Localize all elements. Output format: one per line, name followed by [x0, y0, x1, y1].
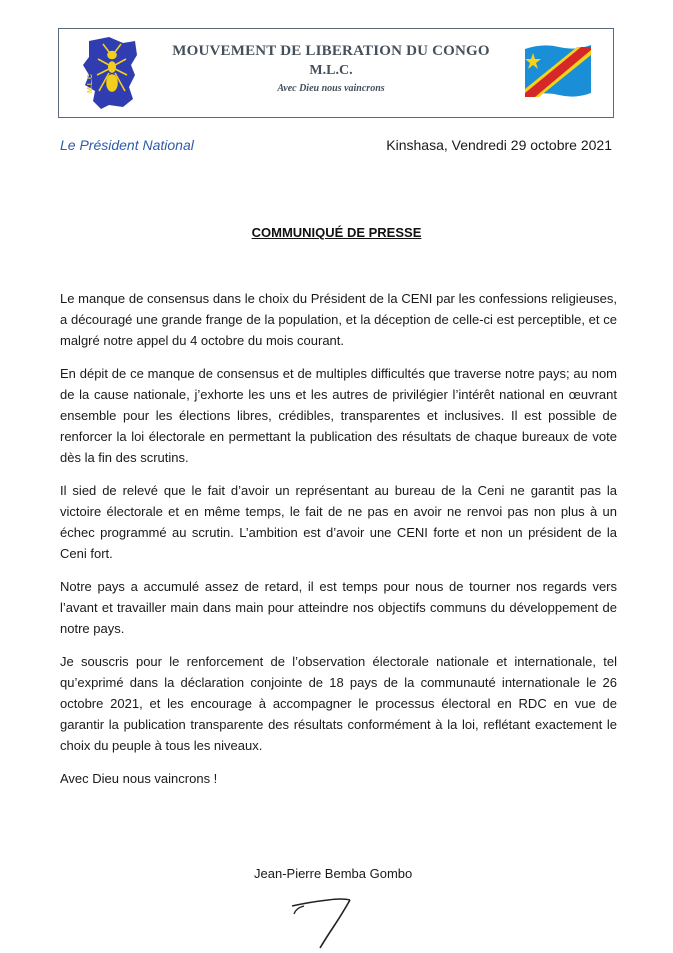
paragraph-1: Le manque de consensus dans le choix du Président de la CENI par les confessions religieuses, a découragé une grande frange de la population, et la déception de celle-ci est perceptible, et ce malgré notre appel du 4 octobre du mois courant.	[60, 291, 617, 348]
drc-flag-icon	[523, 41, 593, 101]
letterhead	[58, 28, 614, 118]
signatory-name: Jean-Pierre Bemba Gombo	[254, 866, 413, 881]
organization-motto: Avec Dieu nous vaincrons	[277, 83, 385, 94]
place-and-date: Kinshasa, Vendredi 29 octobre 2021	[386, 137, 612, 153]
document-title: COMMUNIQUÉ DE PRESSE	[251, 225, 422, 240]
mlc-logo-icon	[79, 35, 141, 111]
paragraph-2: En dépit de ce manque de consensus et de multiples difficultés que traverse notre pays; au nom de la cause nationale, j’exhorte les uns et les autres de privilégier l’intérêt national en œuvrant ensemble pour les élections libres, crédibles, transparentes et inclusives. Il est possible de renforcer la loi électorale en permettant la publication des résultats de chaque bureaux de vote dès la fin des scrutins.	[60, 366, 617, 465]
sender-title: Le Président National	[60, 137, 194, 153]
letterhead-text	[149, 43, 513, 94]
paragraph-3: Il sied de relevé que le fait d’avoir un représentant au bureau de la Ceni ne garantit pas la victoire électorale et en même temps, le fait de ne pas en avoir ne renvoi pas non plus à un échec programmé au scrutin. L’ambition est d’avoir une CENI forte et non un président de la Ceni fort.	[60, 483, 617, 561]
closing-line: Avec Dieu nous vaincrons !	[60, 771, 218, 786]
paragraph-5: Je souscris pour le renforcement de l’observation électorale nationale et internationale, tel qu’exprimé dans la déclaration conjointe de 18 pays de la communauté internationale le 26 octobre 2021, et les encourage à accompagner le processus électoral en RDC en vue de garantir la publication transparente des résultats conformément à la loi, reflétant exactement le choix du peuple à tous les niveaux.	[60, 654, 617, 753]
handwritten-signature-icon	[284, 884, 374, 950]
organization-name: MOUVEMENT DE LIBERATION DU CONGO	[172, 43, 490, 59]
paragraph-4: Notre pays a accumulé assez de retard, il est temps pour nous de tourner nos regards vers l’avant et travailler main dans main pour atteindre nos objectifs communs du développement de notre pays.	[60, 579, 617, 636]
svg-text:M.L.C: M.L.C	[87, 73, 94, 93]
document-body	[60, 288, 617, 789]
organization-acronym: M.L.C.	[309, 63, 353, 78]
